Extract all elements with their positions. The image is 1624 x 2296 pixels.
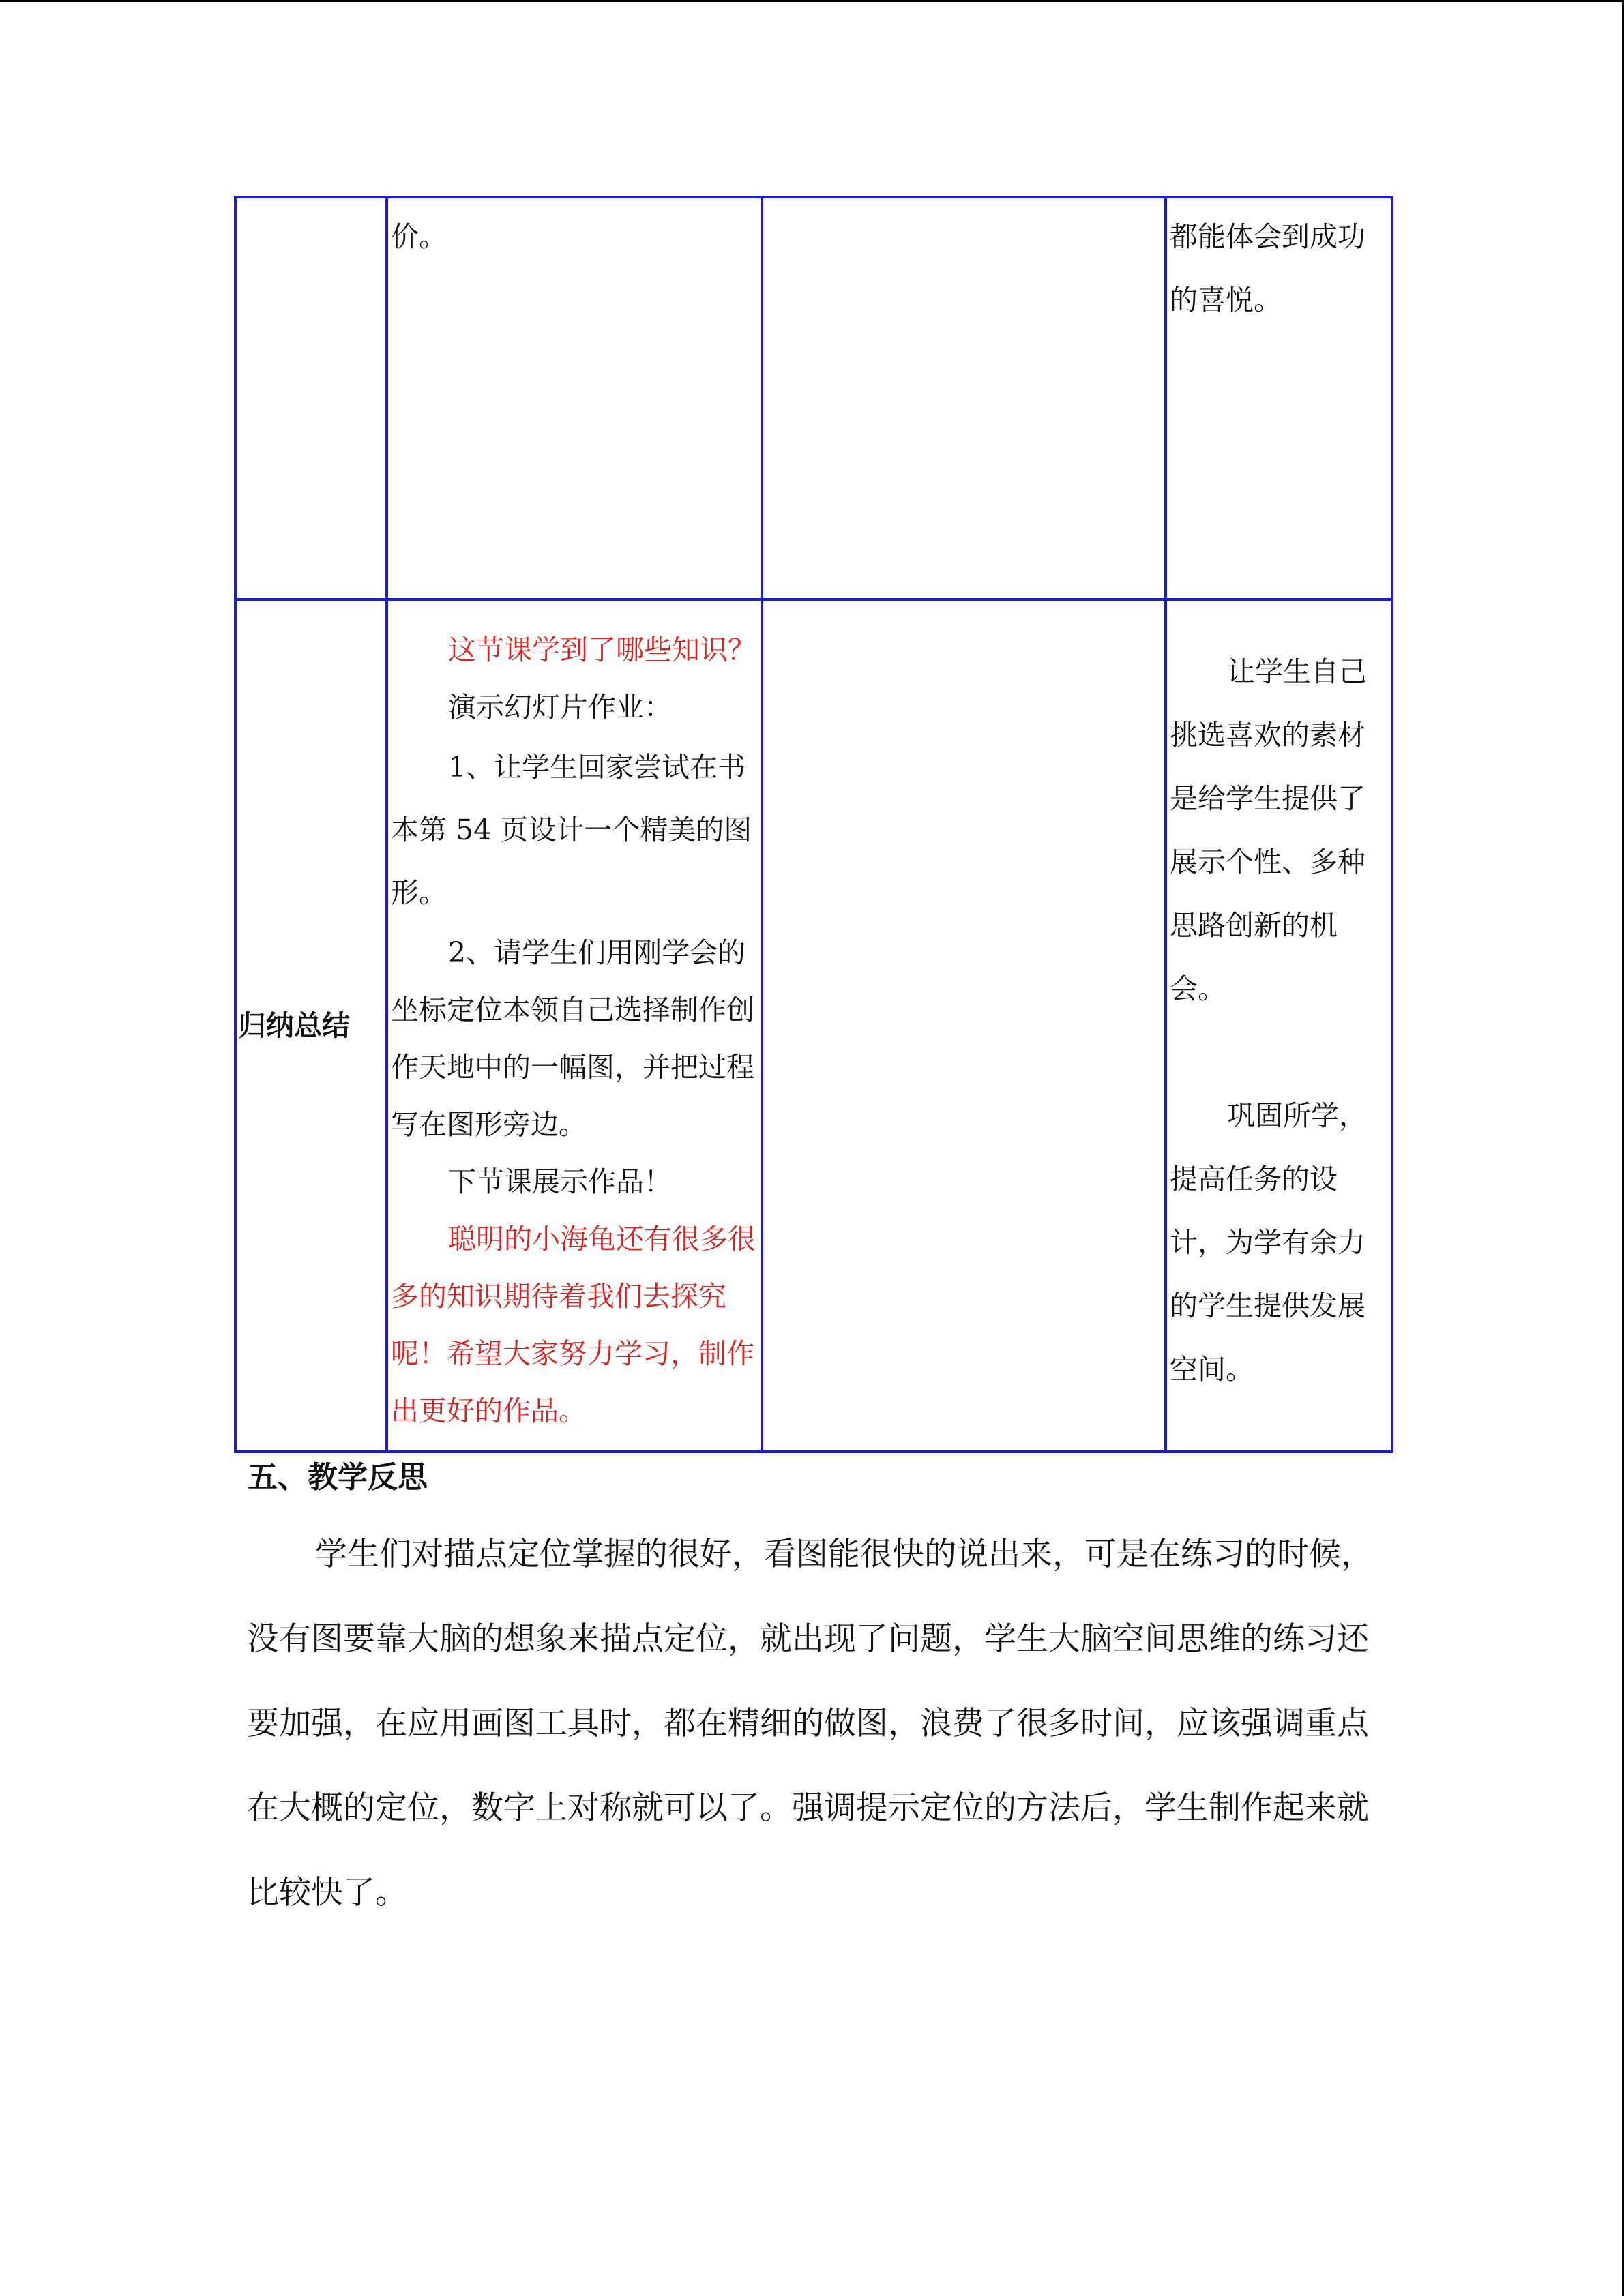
table-row bbox=[235, 599, 1392, 1452]
homework-item-1: 1、让学生回家尝试在书本第 54 页设计一个精美的图形。 bbox=[391, 751, 752, 909]
teacher-text: 价。 bbox=[391, 220, 447, 253]
reflection-paragraph: 学生们对描点定位掌握的很好，看图能很快的说出来，可是在练习的时候，没有图要靠大脑的想象来描点定位，就出现了问题，学生大脑空间思维的练习还要加强，在应用画图工具时，都在精细的做图，浪费了很多时间，应该强调重点在大概的定位，数字上对称就可以了。强调提示定位的方法后，学生制作起来就比较快了。 bbox=[247, 1536, 1373, 1911]
page-top-border bbox=[0, 0, 1624, 2]
stage-cell bbox=[235, 197, 387, 599]
table-row bbox=[235, 197, 1392, 599]
purpose-line: 的喜悦。 bbox=[1170, 284, 1282, 316]
lesson-plan-table bbox=[234, 196, 1393, 1453]
section-title: 五、教学反思 bbox=[248, 1460, 428, 1495]
summary-question: 这节课学到了哪些知识？ bbox=[448, 633, 756, 666]
purpose-paragraph: 巩固所学，提高任务的设计，为学有余力的学生提供发展空间。 bbox=[1170, 1099, 1367, 1386]
purpose-spacer bbox=[1170, 1021, 1388, 1084]
stage-label: 归纳总结 bbox=[238, 1009, 350, 1042]
student-activity-cell bbox=[762, 599, 1166, 1452]
closing-message: 聪明的小海龟还有很多很多的知识期待着我们去探究呢！希望大家努力学习，制作出更好的作品。 bbox=[391, 1223, 756, 1427]
teacher-activity-cell bbox=[387, 197, 762, 599]
purpose-paragraph: 让学生自己挑选喜欢的素材是给学生提供了展示个性、多种思路创新的机会。 bbox=[1170, 655, 1367, 1005]
stage-cell bbox=[235, 599, 387, 1452]
teacher-paragraph: 下节课展示作品！ bbox=[448, 1165, 672, 1198]
design-purpose-cell bbox=[1166, 197, 1392, 599]
design-purpose-cell bbox=[1166, 599, 1392, 1452]
teacher-activity-cell bbox=[387, 599, 762, 1452]
homework-item-2: 2、请学生们用刚学会的坐标定位本领自己选择制作创作天地中的一幅图，并把过程写在图形旁边。 bbox=[391, 936, 754, 1141]
purpose-line: 都能体会到成功 bbox=[1170, 220, 1365, 253]
teacher-paragraph: 演示幻灯片作业： bbox=[448, 691, 672, 724]
student-activity-cell bbox=[762, 197, 1166, 599]
